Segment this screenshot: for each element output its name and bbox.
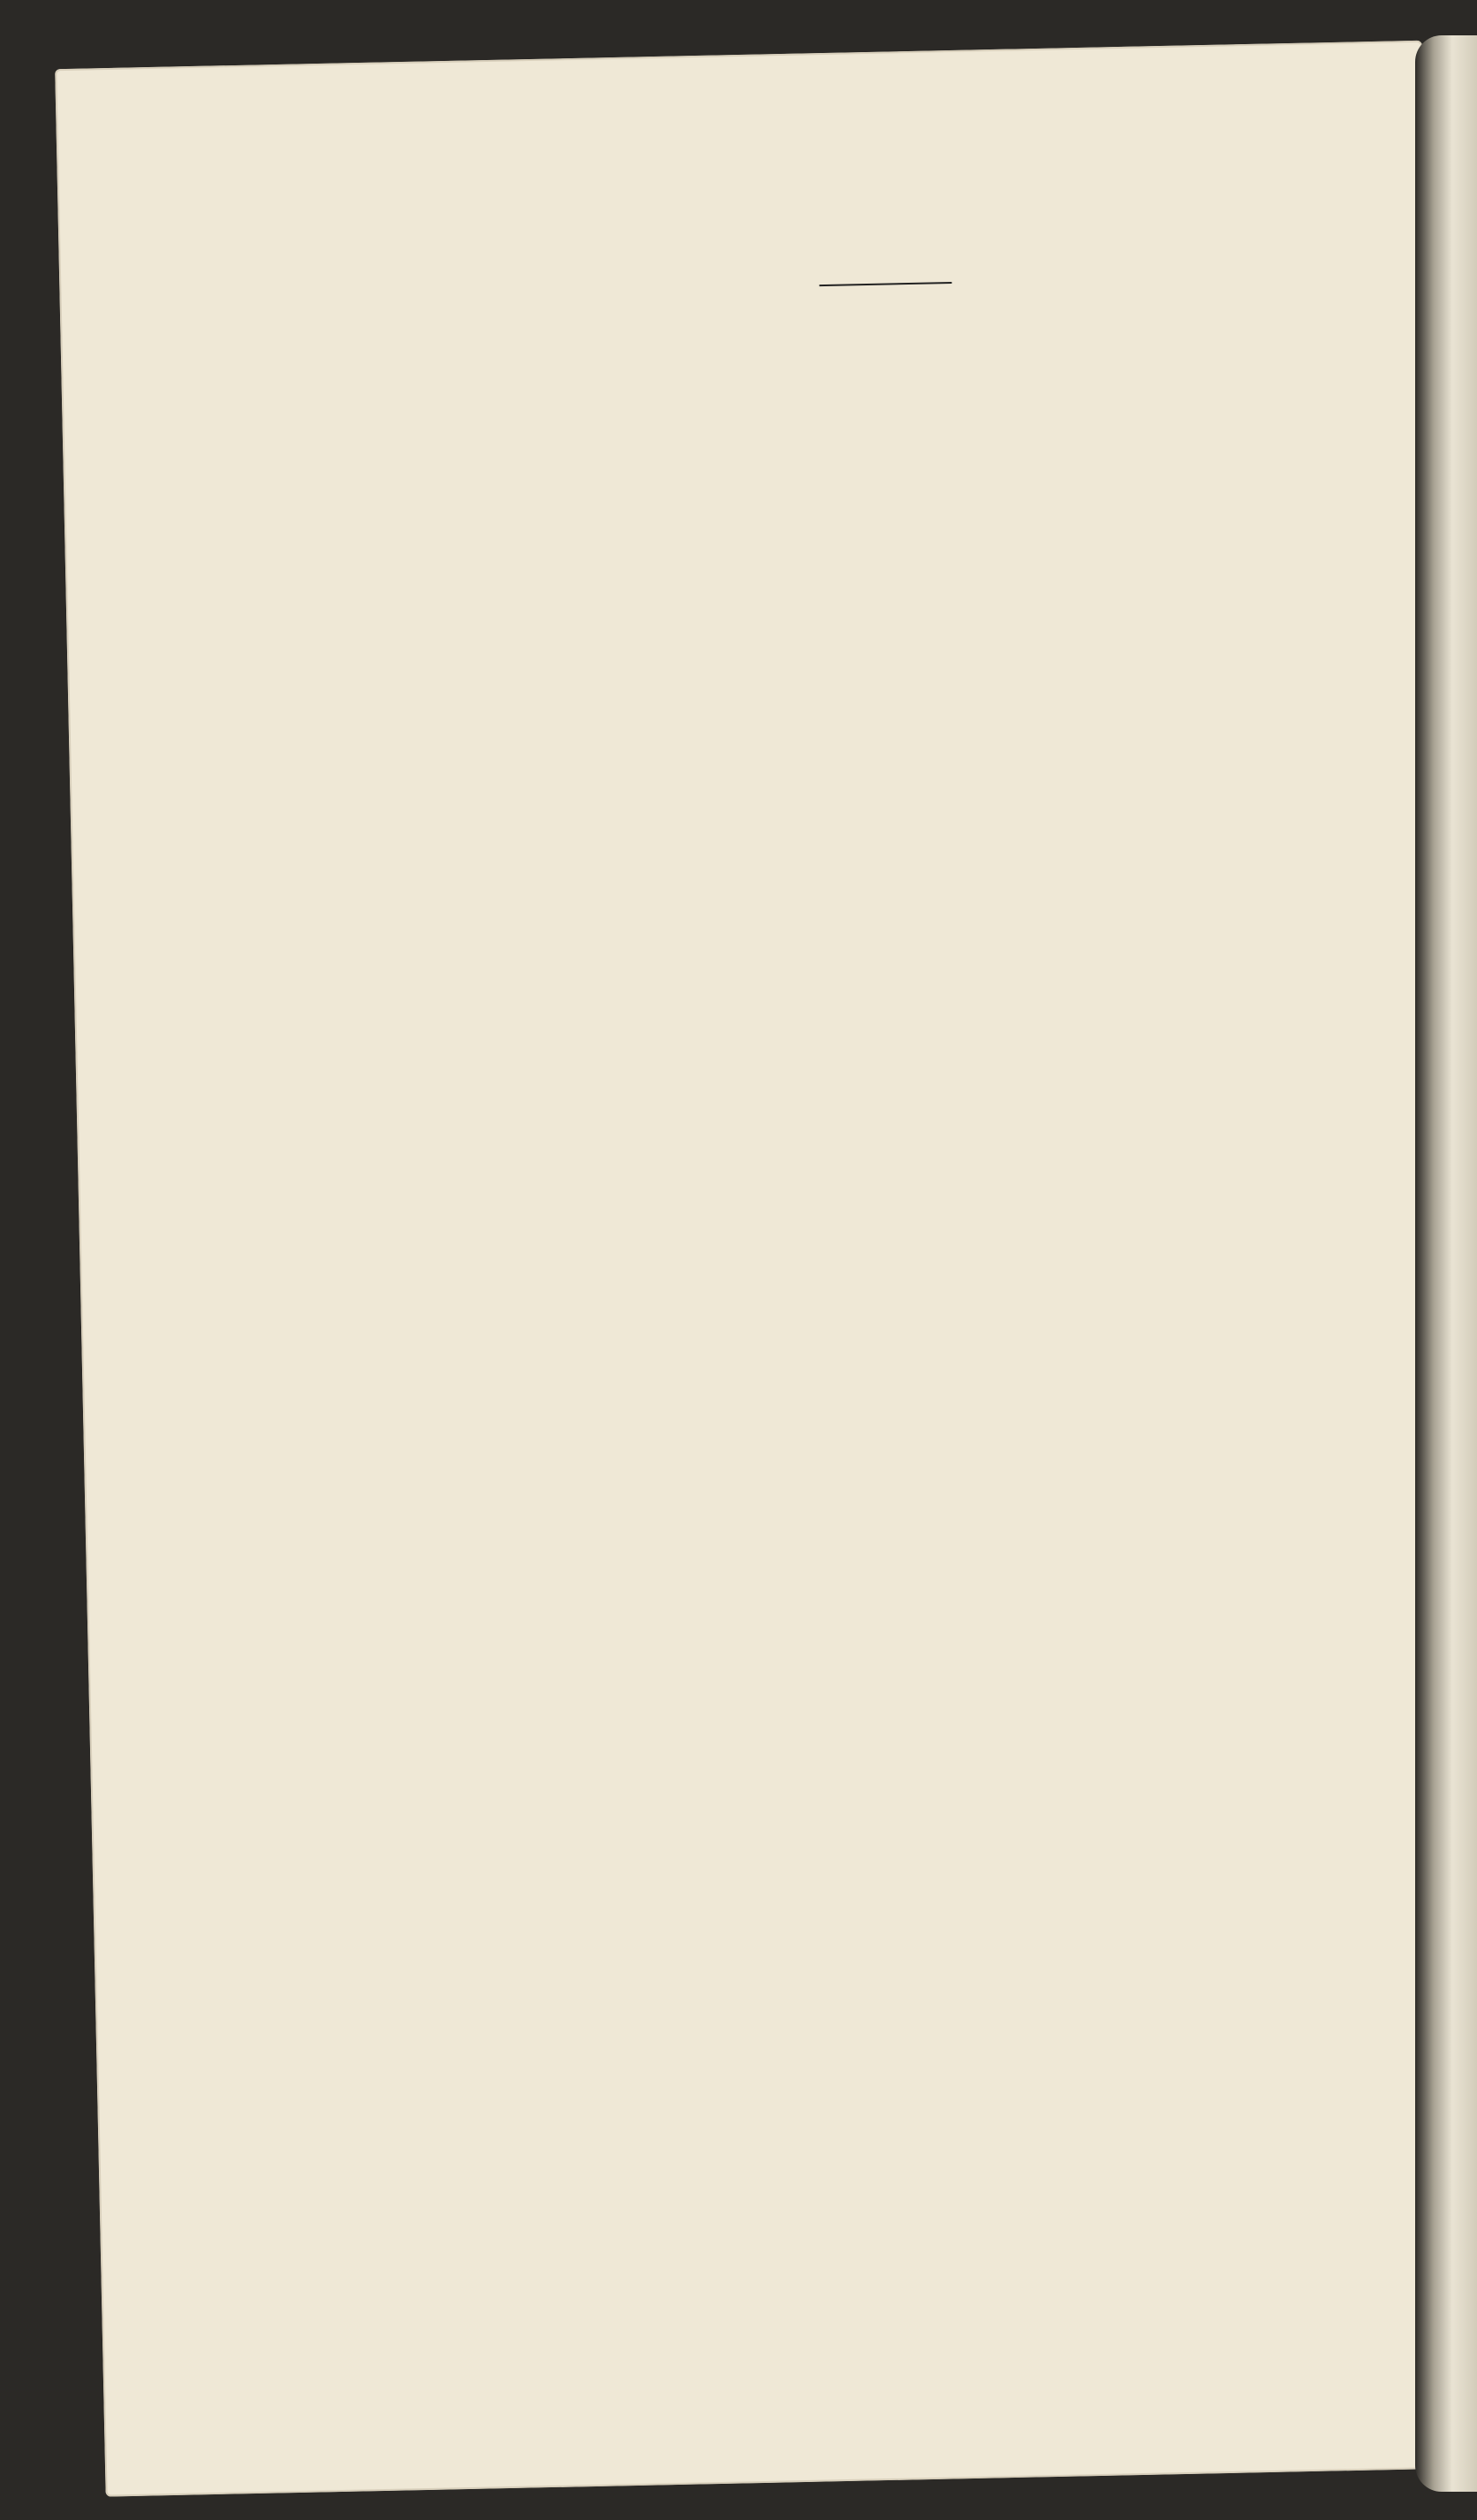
dillenia-paragraph (361, 346, 1413, 368)
page-content (360, 270, 1413, 368)
next-page-edge (1415, 35, 1477, 2492)
genera-dubia-list (918, 323, 1413, 334)
genera-right-column (917, 309, 1412, 334)
page-number (396, 270, 1412, 292)
davilla-paragraph (361, 346, 1413, 368)
tetracera-paragraph (361, 346, 1413, 368)
geographia-section (361, 346, 1413, 368)
genera-list (360, 309, 1412, 345)
qualitates-section (361, 346, 1413, 368)
genera-synonyms-top (917, 309, 1412, 320)
genera-left-column (360, 321, 855, 345)
header-rule (819, 282, 951, 286)
genera-dubia-title (918, 323, 1413, 334)
affinitas-section (361, 346, 1413, 368)
istius-paragraph (361, 346, 1413, 368)
book-page (55, 41, 1473, 2497)
